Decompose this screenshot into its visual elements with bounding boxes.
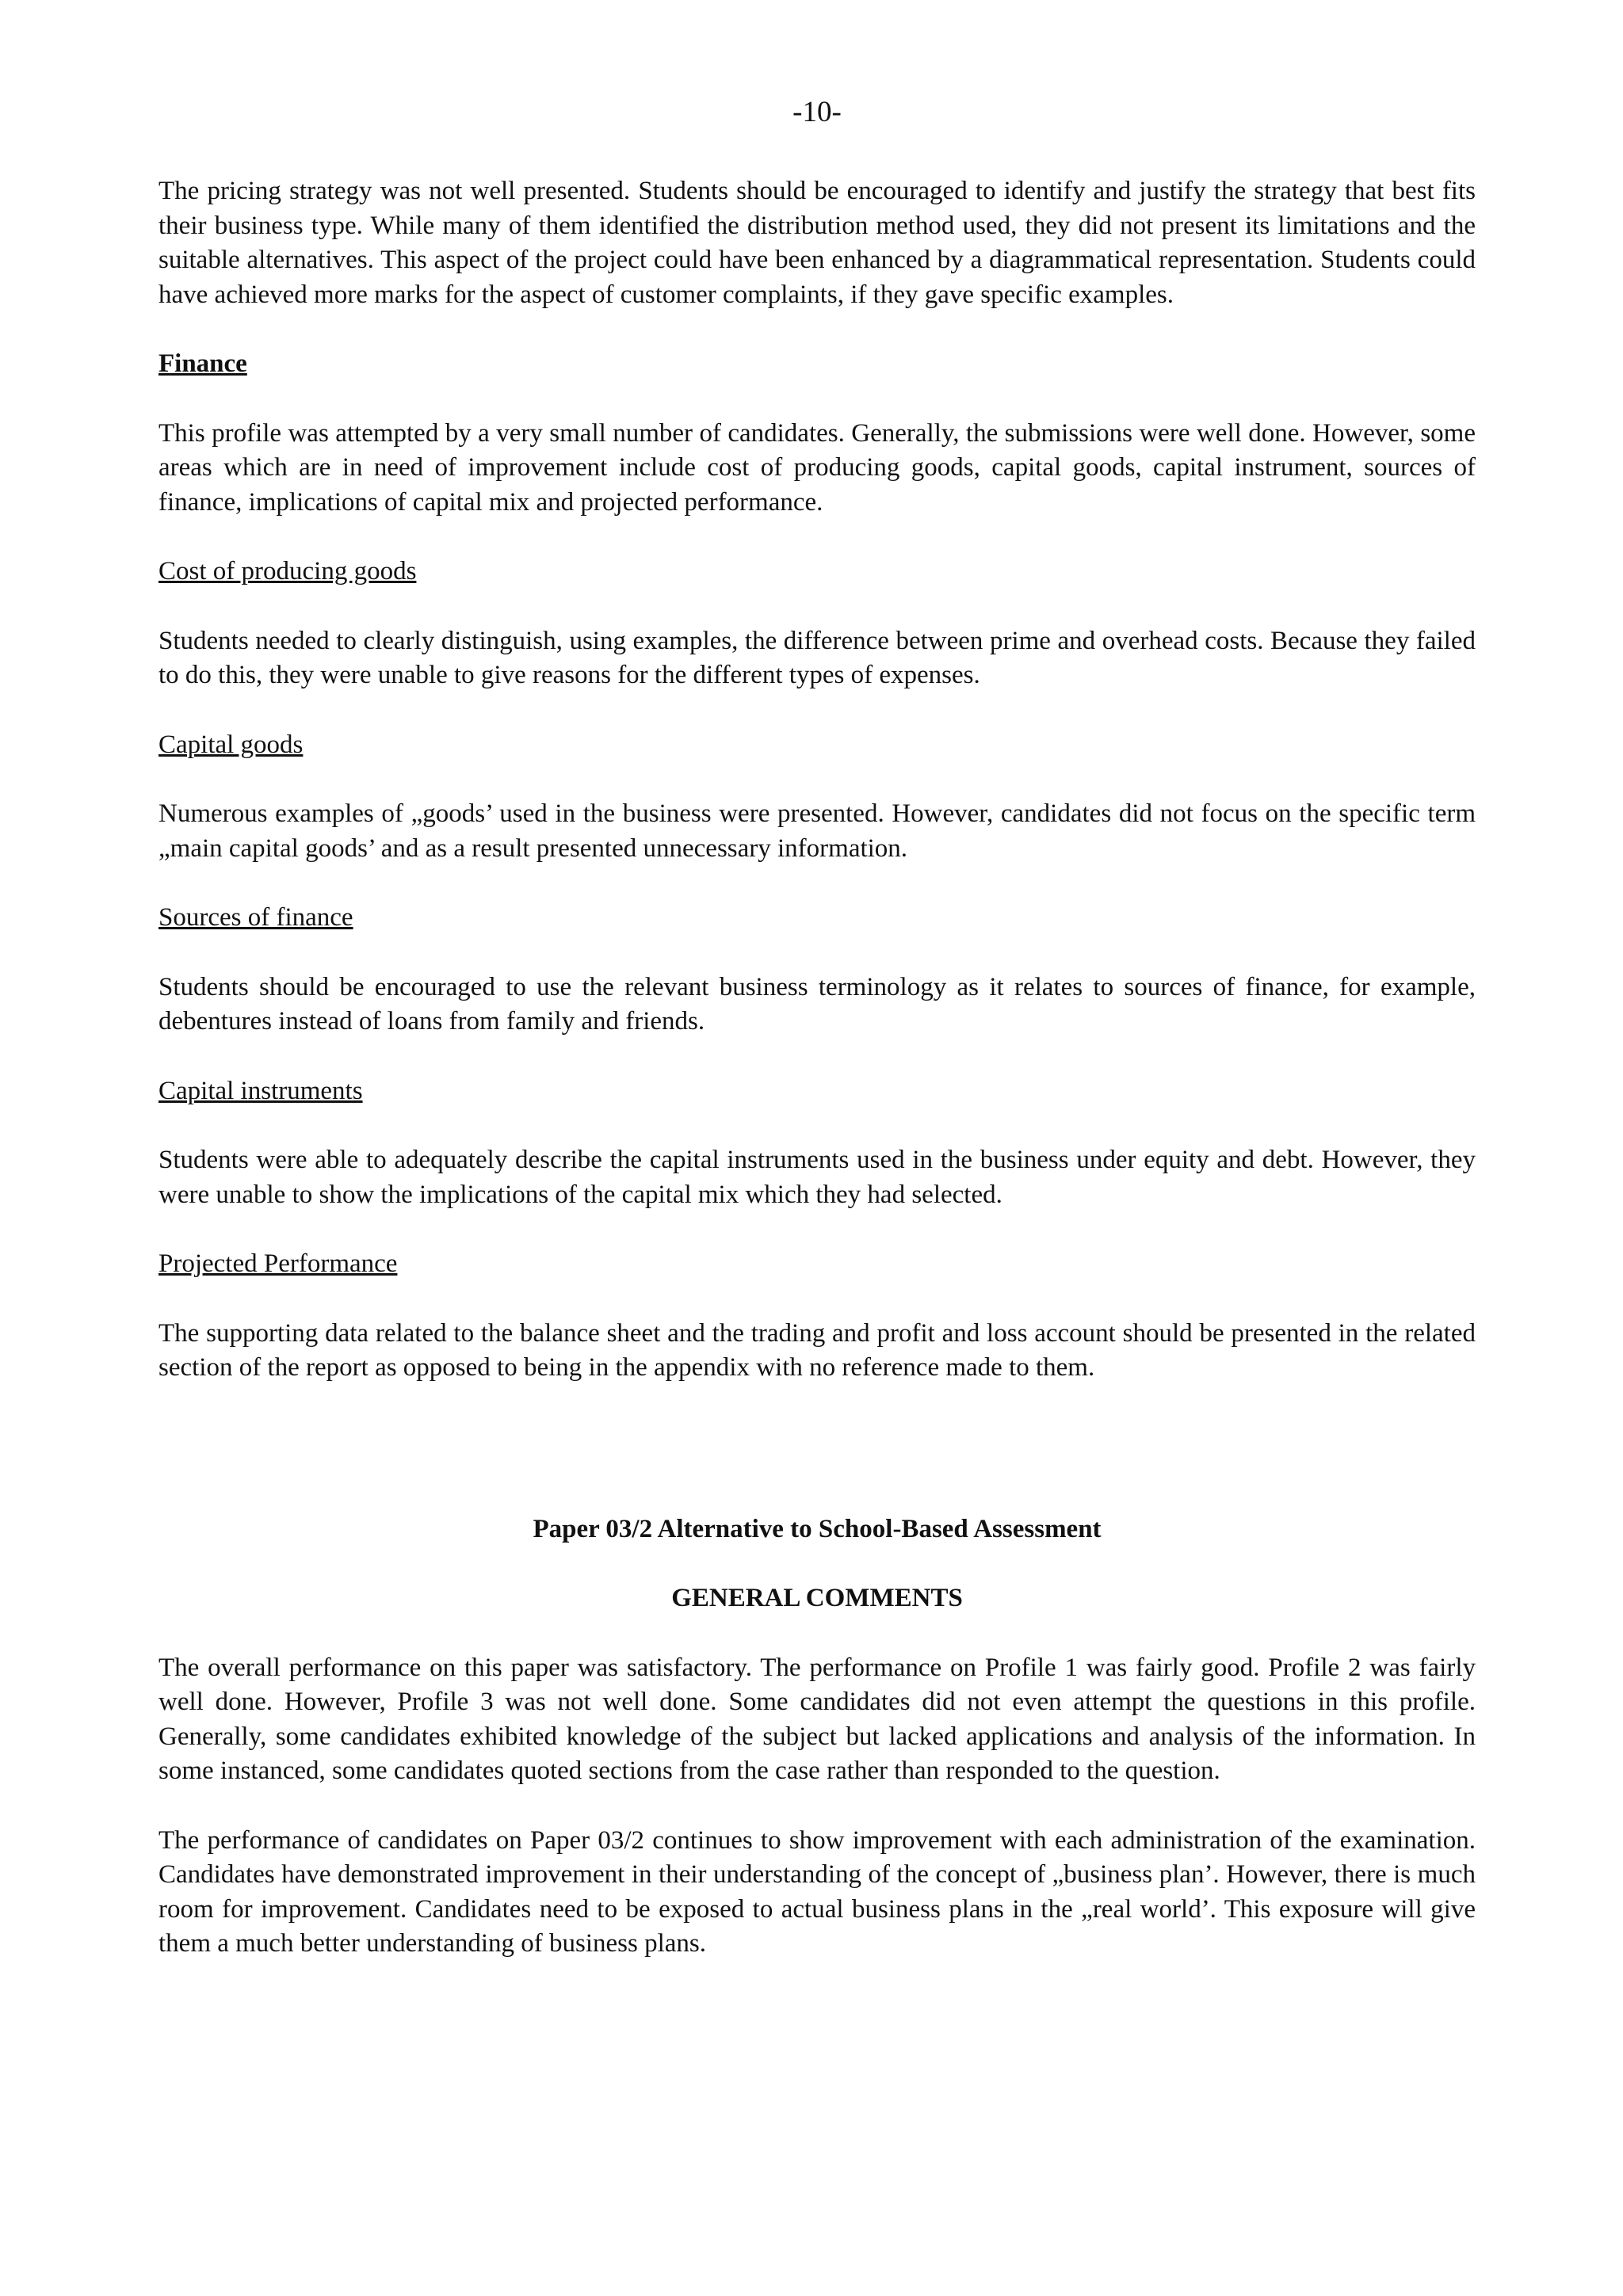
general-comments-paragraph-2: The performance of candidates on Paper 03/2 continues to show improvement with each administration of the examination. Candidates have demonstrated improvement in their understanding of the concept of „business plan’. However, there is much room for improvement. Candidates need to be exposed to actual business plans in the „real world’. This exposure will give them a much better understanding of business plans.: [158, 1825, 1476, 1958]
general-comments-paragraph-1: The overall performance on this paper was satisfactory. The performance on Profile 1 was fairly good. Profile 2 was fairly well done. However, Profile 3 was not well done. Some candidates did not even attempt the questions in this profile. Generally, some candidates exhibited knowledge of the subject but lacked applications and analysis of the information. In some instanced, some candidates quoted sections from the case rather than responded to the question.: [158, 1653, 1476, 1785]
capital-goods-paragraph: Numerous examples of „goods’ used in the business were presented. However, candidates did not focus on the specific term „main capital goods’ and as a result presented unnecessary information.: [158, 799, 1476, 863]
sources-of-finance-paragraph: Students should be encouraged to use the relevant business terminology as it relates to sources of finance, for example, debentures instead of loans from family and friends.: [158, 972, 1476, 1035]
finance-heading: Finance: [158, 349, 247, 378]
sources-of-finance-heading: Sources of finance: [158, 903, 353, 932]
document-page: [158, 95, 1476, 1997]
cost-of-producing-goods-paragraph: Students needed to clearly distinguish, using examples, the difference between prime and overhead costs. Because they failed to do this, they were unable to give reasons for the different types of expenses.: [158, 626, 1476, 689]
capital-goods-heading: Capital goods: [158, 730, 304, 759]
capital-instruments-heading: Capital instruments: [158, 1076, 363, 1105]
page-number: -10-: [792, 96, 842, 128]
general-comments-heading: GENERAL COMMENTS: [671, 1584, 963, 1612]
capital-instruments-paragraph: Students were able to adequately describe the capital instruments used in the business under equity and debt. However, they were unable to show the implications of the capital mix which they had selected.: [158, 1146, 1476, 1209]
projected-performance-heading: Projected Performance: [158, 1249, 398, 1278]
finance-paragraph: This profile was attempted by a very small number of candidates. Generally, the submissions were well done. However, some areas which are in need of improvement include cost of producing goods, capital goods, capital instrument, sources of finance, implications of capital mix and projected performance.: [158, 418, 1476, 517]
cost-of-producing-goods-heading: Cost of producing goods: [158, 557, 417, 585]
paper-title: Paper 03/2 Alternative to School-Based Assessment: [533, 1514, 1102, 1543]
section-spacer: [158, 1421, 1476, 1512]
intro-paragraph: The pricing strategy was not well presented. Students should be encouraged to identify and justify the strategy that best fits their business type. While many of them identified the distribution method used, they did not present its limitations and the suitable alternatives. This aspect of the project could have been enhanced by a diagrammatical representation. Students could have achieved more marks for the aspect of customer complaints, if they gave specific examples.: [158, 177, 1476, 309]
projected-performance-paragraph: The supporting data related to the balance sheet and the trading and profit and loss account should be presented in the related section of the report as opposed to being in the appendix with no reference made to them.: [158, 1318, 1476, 1382]
